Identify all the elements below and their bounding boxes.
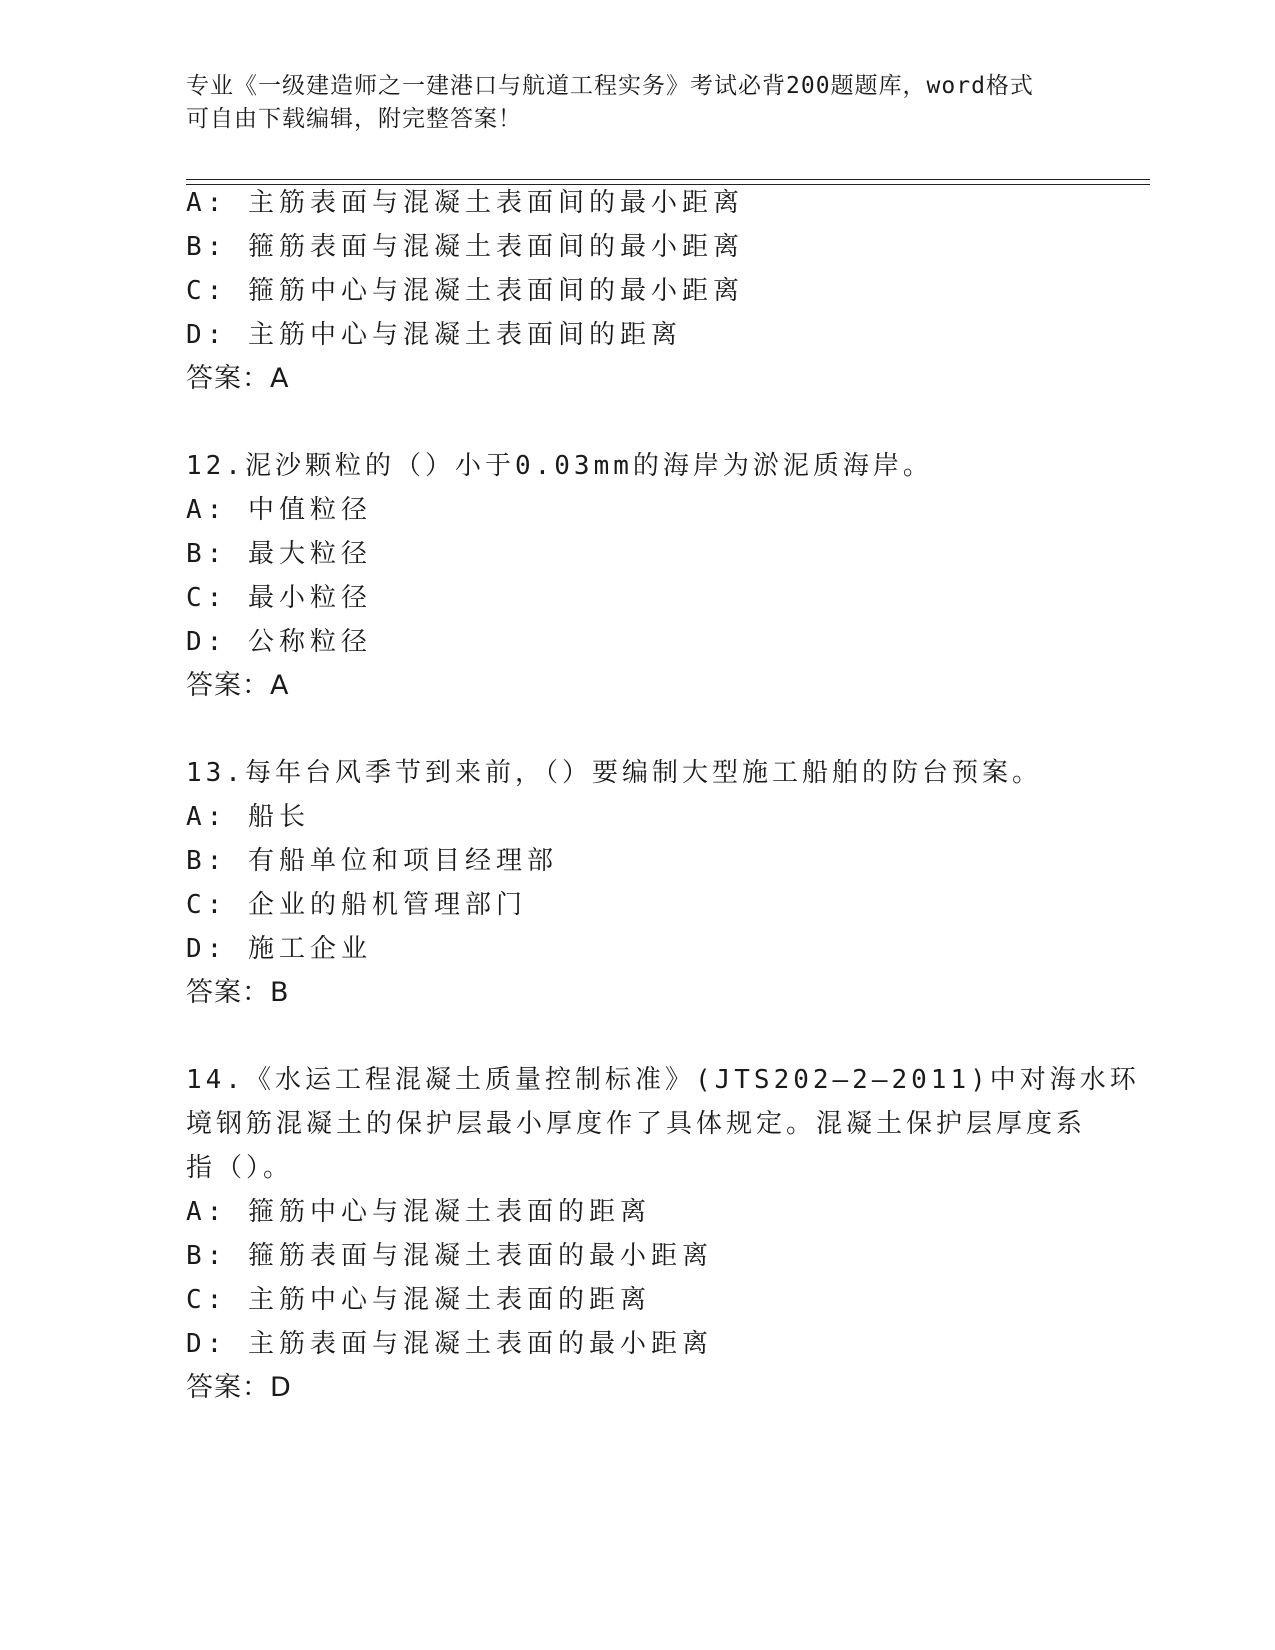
q14-option-c: C: 主筋中心与混凝土表面的距离 [186,1285,651,1315]
q13-option-a: A: 船长 [186,802,310,832]
q14-answer: 答案：D [186,1372,292,1403]
q14-stem-line-1: 14.《水运工程混凝土质量控制标准》(JTS202—2—2011)中对海水环 [186,1065,1140,1095]
header-line-2: 可自由下载编辑，附完整答案！ [186,106,522,132]
header-line-1: 专业《一级建造师之一建港口与航道工程实务》考试必背200题题库，word格式 [186,73,1034,99]
q13-option-c: C: 企业的船机管理部门 [186,890,527,920]
document-header [186,70,1086,136]
q11-answer: 答案：A [186,363,290,394]
q11-option-d: D: 主筋中心与混凝土表面间的距离 [186,320,682,350]
q12-option-b: B: 最大粒径 [186,539,372,569]
q12-stem: 12.泥沙颗粒的（）小于0.03mm的海岸为淤泥质海岸。 [186,451,933,481]
q13-stem: 13.每年台风季节到来前，（）要编制大型施工船舶的防台预案。 [186,758,1042,788]
q11-option-a: A: 主筋表面与混凝土表面间的最小距离 [186,188,744,218]
q14-stem-line-3: 指（）。 [186,1153,294,1183]
q12-option-d: D: 公称粒径 [186,627,372,657]
q14-option-d: D: 主筋表面与混凝土表面的最小距离 [186,1329,713,1359]
q12-option-c: C: 最小粒径 [186,583,372,613]
q12-option-a: A: 中值粒径 [186,495,372,525]
q13-option-b: B: 有船单位和项目经理部 [186,846,558,876]
q14-option-b: B: 箍筋表面与混凝土表面的最小距离 [186,1241,713,1271]
q11-option-b: B: 箍筋表面与混凝土表面间的最小距离 [186,232,744,262]
header-divider-bottom [186,184,1150,185]
q13-option-d: D: 施工企业 [186,934,372,964]
q11-option-c: C: 箍筋中心与混凝土表面间的最小距离 [186,276,744,306]
q12-answer: 答案：A [186,670,290,701]
header-divider-top [186,179,1150,180]
q14-stem-line-2: 境钢筋混凝土的保护层最小厚度作了具体规定。混凝土保护层厚度系 [186,1109,1087,1139]
q13-answer: 答案：B [186,977,290,1008]
q14-option-a: A: 箍筋中心与混凝土表面的距离 [186,1197,651,1227]
